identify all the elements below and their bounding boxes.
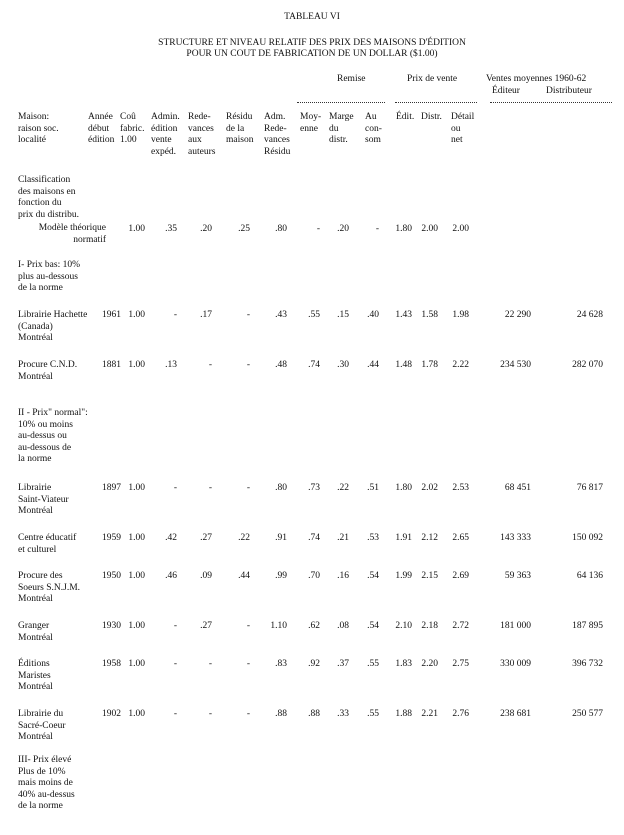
- cell-conso: .44: [367, 360, 379, 370]
- cell-red: .20: [200, 224, 212, 234]
- cell-distr: 2.20: [421, 659, 438, 669]
- col-admin: Admin. édition vente expéd.: [151, 112, 180, 157]
- cell-v_di: 24 628: [576, 310, 603, 320]
- cell-marge: .22: [337, 483, 349, 493]
- cell-adm: .91: [275, 533, 287, 543]
- cell-v_di: 76 817: [576, 483, 603, 493]
- cell-edit: 1.88: [395, 709, 412, 719]
- cell-admin: -: [173, 659, 177, 669]
- col-maison: Maison: raison soc. localité: [18, 112, 59, 145]
- cell-edit: 1.91: [395, 533, 412, 543]
- cell-cout: 1.00: [128, 709, 145, 719]
- cell-moy: .55: [308, 310, 320, 320]
- cell-edit: 1.80: [395, 224, 412, 234]
- cell-admin: .46: [165, 571, 177, 581]
- cell-v_ed: 330 009: [500, 659, 531, 669]
- cell-marge: .20: [337, 224, 349, 234]
- cell-v_di: 396 732: [572, 659, 603, 669]
- cell-admin: .35: [165, 224, 177, 234]
- cell-cout: 1.00: [128, 483, 145, 493]
- col-cout: Coû fabric. 1.00: [120, 112, 145, 145]
- cell-marge: .16: [337, 571, 349, 581]
- cell-edit: 1.99: [395, 571, 412, 581]
- cell-annee: 1950: [102, 571, 121, 581]
- remise-header: Remise: [337, 74, 366, 84]
- row-name: Procure C.N.D. Montréal: [18, 360, 78, 382]
- cell-detail: 2.00: [452, 224, 469, 234]
- row-name: Granger Montréal: [18, 621, 53, 643]
- cell-cout: 1.00: [128, 533, 145, 543]
- cell-v_di: 64 136: [576, 571, 603, 581]
- cell-conso: -: [375, 224, 379, 234]
- cell-adm: 1.10: [270, 621, 287, 631]
- cell-cout: 1.00: [128, 310, 145, 320]
- cell-admin: -: [173, 621, 177, 631]
- cell-distr: 2.12: [421, 533, 438, 543]
- cell-conso: .55: [367, 659, 379, 669]
- cell-moy: .70: [308, 571, 320, 581]
- cell-red: -: [208, 483, 212, 493]
- cell-edit: 1.48: [395, 360, 412, 370]
- cell-admin: .42: [165, 533, 177, 543]
- cell-annee: 1930: [102, 621, 121, 631]
- cell-moy: .62: [308, 621, 320, 631]
- col-annee: Année début édition: [88, 112, 115, 145]
- cell-edit: 1.83: [395, 659, 412, 669]
- col-adm-red: Adm. Rede- vances Résidu: [264, 112, 291, 157]
- cell-annee: 1881: [102, 360, 121, 370]
- cell-res: -: [246, 360, 250, 370]
- cell-cout: 1.00: [128, 621, 145, 631]
- cell-detail: 2.69: [452, 571, 469, 581]
- cell-v_ed: 143 333: [500, 533, 531, 543]
- col-distr: Distr.: [421, 112, 442, 122]
- table-subtitle-2: POUR UN COUT DE FABRICATION DE UN DOLLAR ($1.00): [186, 49, 438, 59]
- cell-admin: -: [173, 483, 177, 493]
- row-name: Modèle théorique normatif: [38, 223, 106, 245]
- cell-v_ed: 181 000: [500, 621, 531, 631]
- cell-admin: .13: [165, 360, 177, 370]
- cell-marge: .21: [337, 533, 349, 543]
- prix-rule: [395, 102, 477, 103]
- cell-detail: 2.65: [452, 533, 469, 543]
- col-detail: Détail ou net: [451, 112, 475, 145]
- cell-moy: .88: [308, 709, 320, 719]
- cell-adm: .43: [275, 310, 287, 320]
- cell-v_di: 250 577: [572, 709, 603, 719]
- cell-res: .22: [238, 533, 250, 543]
- cell-moy: .74: [308, 360, 320, 370]
- editeur-header: Éditeur: [492, 86, 520, 96]
- cell-res: -: [246, 621, 250, 631]
- section-prix-eleve: III- Prix élevé Plus de 10% mais moins de 40% au-dessus de la norme: [18, 755, 75, 811]
- cell-cout: 1.00: [128, 224, 145, 234]
- cell-res: .44: [238, 571, 250, 581]
- cell-detail: 2.76: [452, 709, 469, 719]
- cell-adm: .48: [275, 360, 287, 370]
- cell-res: .25: [238, 224, 250, 234]
- cell-marge: .33: [337, 709, 349, 719]
- cell-conso: .54: [367, 621, 379, 631]
- section-prix-normal: II - Prix" normal": 10% ou moins au-dessus ou au-dessous de la norme: [18, 408, 88, 464]
- cell-adm: .99: [275, 571, 287, 581]
- ventes-header: Ventes moyennes 1960-62: [486, 74, 587, 84]
- cell-detail: 2.75: [452, 659, 469, 669]
- cell-moy: -: [316, 224, 320, 234]
- cell-v_ed: 59 363: [504, 571, 531, 581]
- cell-red: -: [208, 709, 212, 719]
- cell-marge: .08: [337, 621, 349, 631]
- cell-res: -: [246, 709, 250, 719]
- cell-edit: 1.43: [395, 310, 412, 320]
- table-title: TABLEAU VI: [284, 12, 340, 22]
- cell-red: -: [208, 659, 212, 669]
- cell-cout: 1.00: [128, 571, 145, 581]
- cell-red: .09: [200, 571, 212, 581]
- cell-distr: 2.15: [421, 571, 438, 581]
- cell-detail: 2.22: [452, 360, 469, 370]
- cell-marge: .15: [337, 310, 349, 320]
- cell-conso: .53: [367, 533, 379, 543]
- col-moyenne: Moy- enne: [300, 112, 322, 134]
- cell-annee: 1961: [102, 310, 121, 320]
- row-name: Librairie Hachette (Canada) Montréal: [18, 310, 88, 343]
- remise-rule: [297, 102, 385, 103]
- cell-res: -: [246, 310, 250, 320]
- cell-distr: 2.02: [421, 483, 438, 493]
- cell-moy: .73: [308, 483, 320, 493]
- cell-cout: 1.00: [128, 360, 145, 370]
- cell-annee: 1959: [102, 533, 121, 543]
- col-redevances: Rede- vances aux auteurs: [188, 112, 216, 157]
- cell-red: -: [208, 360, 212, 370]
- cell-moy: .74: [308, 533, 320, 543]
- col-conso: Au con- som: [365, 112, 382, 145]
- cell-v_ed: 22 290: [504, 310, 531, 320]
- row-name: Centre éducatif et culturel: [18, 533, 77, 555]
- prix-header: Prix de vente: [407, 74, 458, 84]
- cell-moy: .92: [308, 659, 320, 669]
- cell-cout: 1.00: [128, 659, 145, 669]
- cell-detail: 2.53: [452, 483, 469, 493]
- cell-annee: 1902: [102, 709, 121, 719]
- cell-conso: .40: [367, 310, 379, 320]
- cell-conso: .54: [367, 571, 379, 581]
- cell-conso: .55: [367, 709, 379, 719]
- cell-v_ed: 68 451: [504, 483, 531, 493]
- cell-red: .27: [200, 533, 212, 543]
- cell-admin: -: [173, 709, 177, 719]
- cell-adm: .80: [275, 224, 287, 234]
- cell-v_di: 150 092: [572, 533, 603, 543]
- cell-adm: .80: [275, 483, 287, 493]
- row-name: Librairie Saint-Viateur Montréal: [18, 483, 69, 516]
- cell-admin: -: [173, 310, 177, 320]
- cell-v_ed: 238 681: [500, 709, 531, 719]
- table-subtitle-1: STRUCTURE ET NIVEAU RELATIF DES PRIX DES MAISONS D'ÉDITION: [158, 38, 466, 48]
- cell-annee: 1958: [102, 659, 121, 669]
- cell-red: .27: [200, 621, 212, 631]
- cell-conso: .51: [367, 483, 379, 493]
- section-classification: Classification des maisons en fonction du prix du distribu.: [18, 175, 79, 220]
- row-name: Procure des Soeurs S.N.J.M. Montréal: [18, 571, 81, 604]
- distributeur-header: Distributeur: [546, 86, 592, 96]
- col-edit: Édit.: [396, 112, 415, 122]
- cell-detail: 1.98: [452, 310, 469, 320]
- cell-annee: 1897: [102, 483, 121, 493]
- cell-res: -: [246, 483, 250, 493]
- ventes-rule: [490, 102, 612, 103]
- cell-distr: 1.58: [421, 310, 438, 320]
- cell-adm: .88: [275, 709, 287, 719]
- cell-distr: 2.18: [421, 621, 438, 631]
- cell-distr: 1.78: [421, 360, 438, 370]
- row-name: Éditions Maristes Montréal: [18, 659, 53, 692]
- row-name: Librairie du Sacré-Coeur Montréal: [18, 709, 66, 742]
- cell-v_di: 187 895: [572, 621, 603, 631]
- cell-distr: 2.21: [421, 709, 438, 719]
- col-residu: Résidu de la maison: [226, 112, 254, 145]
- cell-v_ed: 234 530: [500, 360, 531, 370]
- cell-v_di: 282 070: [572, 360, 603, 370]
- cell-edit: 2.10: [395, 621, 412, 631]
- cell-marge: .37: [337, 659, 349, 669]
- cell-res: -: [246, 659, 250, 669]
- cell-detail: 2.72: [452, 621, 469, 631]
- cell-red: .17: [200, 310, 212, 320]
- section-prix-bas: I- Prix bas: 10% plus au-dessous de la norme: [18, 260, 81, 293]
- cell-adm: .83: [275, 659, 287, 669]
- cell-edit: 1.80: [395, 483, 412, 493]
- cell-marge: .30: [337, 360, 349, 370]
- cell-distr: 2.00: [421, 224, 438, 234]
- col-marge: Marge du distr.: [329, 112, 354, 145]
